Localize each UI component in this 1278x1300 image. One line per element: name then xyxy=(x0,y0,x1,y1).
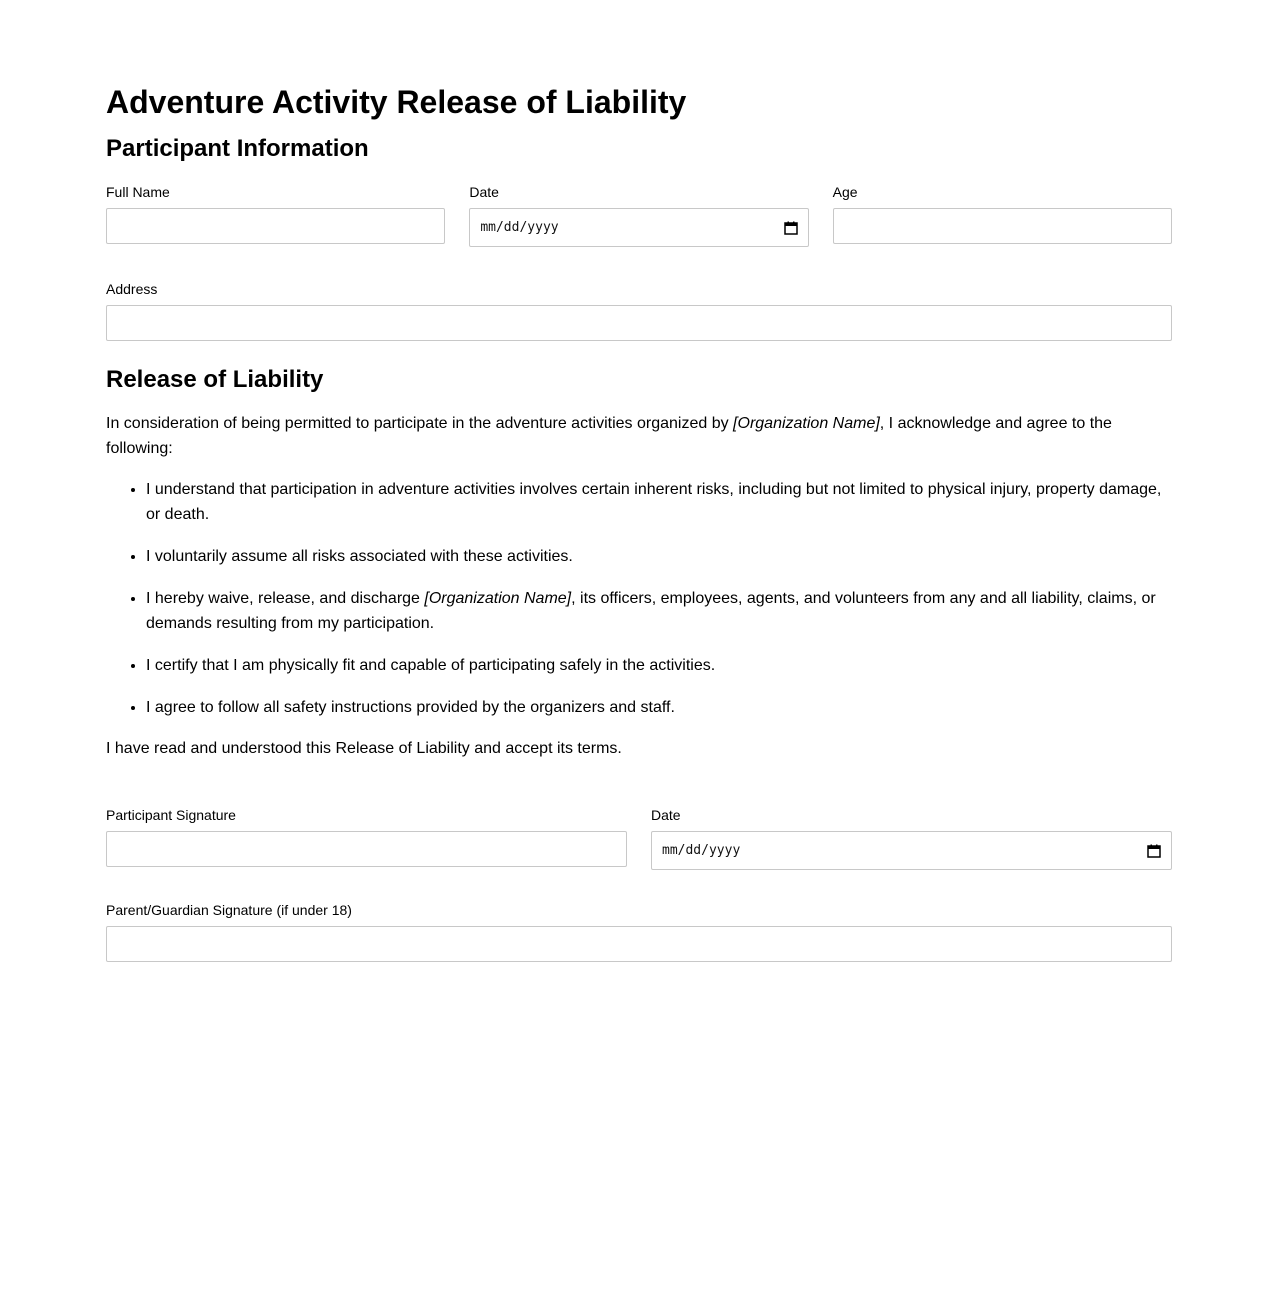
release-form-page xyxy=(106,0,1172,962)
participant-signature-label: Participant Signature xyxy=(106,807,236,823)
date-label: Date xyxy=(469,184,499,200)
waiver-text-before: I hereby waive, release, and discharge xyxy=(146,590,425,607)
signature-date-placeholder: mm/dd/yyyy xyxy=(662,843,741,858)
participant-info-row xyxy=(106,184,1172,247)
organization-name-placeholder: [Organization Name] xyxy=(733,415,880,432)
full-name-field-group xyxy=(106,184,445,247)
waiver-text-after: , its officers, employees, agents, and volunteers from any and all liability, claims, or demands resulting from my participation. xyxy=(146,590,1156,632)
date-placeholder: mm/dd/yyyy xyxy=(480,220,559,235)
full-name-label: Full Name xyxy=(106,184,170,200)
signature-row xyxy=(106,807,1172,870)
guardian-signature-field-group xyxy=(106,902,1172,962)
date-input[interactable] xyxy=(469,208,808,247)
full-name-input[interactable] xyxy=(106,208,445,244)
address-row xyxy=(106,281,1172,341)
participant-signature-field-group xyxy=(106,807,627,870)
signature-date-label: Date xyxy=(651,807,681,823)
participant-information-heading: Participant Information xyxy=(106,135,369,162)
list-item: • I agree to follow all safety instructions provided by the organizers and staff. xyxy=(146,695,1172,720)
calendar-icon[interactable] xyxy=(1147,844,1161,858)
release-terms-list xyxy=(106,477,1172,720)
address-input[interactable] xyxy=(106,305,1172,341)
guardian-signature-input[interactable] xyxy=(106,926,1172,962)
address-field-group xyxy=(106,281,1172,341)
list-item xyxy=(146,586,1172,636)
guardian-signature-row xyxy=(106,902,1172,962)
intro-text-after: , I acknowledge and agree to the following: xyxy=(106,415,1112,457)
list-item: • I certify that I am physically fit and capable of participating safely in the activities. xyxy=(146,653,1172,678)
release-intro-paragraph xyxy=(106,411,1172,461)
release-section xyxy=(106,365,1172,761)
page-title: Adventure Activity Release of Liability xyxy=(106,84,687,120)
signature-date-input[interactable] xyxy=(651,831,1172,870)
organization-name-placeholder: [Organization Name] xyxy=(424,590,572,607)
list-item: • I understand that participation in adventure activities involves certain inherent risks, including but not limited to physical injury, property damage, or death. xyxy=(146,477,1172,527)
age-field-group xyxy=(833,184,1172,247)
age-label: Age xyxy=(832,184,858,200)
intro-text-before: In consideration of being permitted to participate in the adventure activities organized by xyxy=(106,415,734,432)
signature-date-field-group xyxy=(651,807,1172,870)
release-of-liability-heading: Release of Liability xyxy=(106,366,324,393)
acceptance-statement: I have read and understood this Release of Liability and accept its terms. xyxy=(106,740,622,757)
calendar-icon[interactable] xyxy=(784,221,798,235)
participant-signature-input[interactable] xyxy=(106,831,627,867)
address-label: Address xyxy=(106,281,158,297)
date-field-group xyxy=(469,184,808,247)
list-item: • I voluntarily assume all risks associated with these activities. xyxy=(146,544,1172,569)
guardian-signature-label: Parent/Guardian Signature (if under 18) xyxy=(106,902,352,918)
age-input[interactable] xyxy=(833,208,1172,244)
